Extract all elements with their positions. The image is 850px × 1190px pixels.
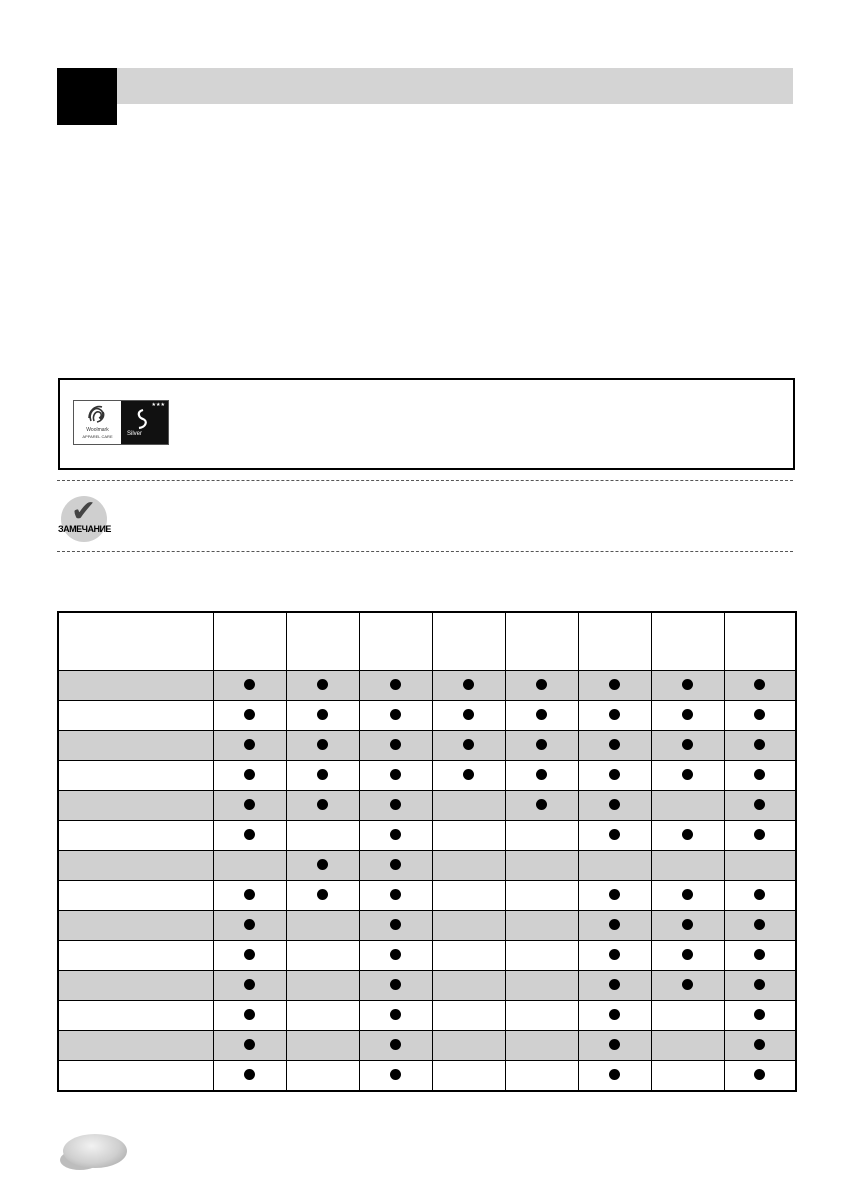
table-cell bbox=[651, 1061, 724, 1092]
table-cell bbox=[432, 701, 505, 731]
table-cell bbox=[505, 1031, 578, 1061]
table-cell bbox=[286, 791, 359, 821]
header-cell bbox=[578, 612, 651, 671]
table-cell bbox=[213, 821, 286, 851]
note-divider-bottom bbox=[57, 551, 793, 552]
table-cell bbox=[724, 821, 796, 851]
header-cell bbox=[359, 612, 432, 671]
bullet-icon bbox=[244, 799, 255, 810]
table-row bbox=[58, 1001, 796, 1031]
certification-box bbox=[58, 378, 795, 470]
table-cell bbox=[724, 971, 796, 1001]
table-cell bbox=[432, 1031, 505, 1061]
table-cell bbox=[359, 881, 432, 911]
table-cell bbox=[724, 1061, 796, 1092]
table-cell bbox=[651, 731, 724, 761]
section-header-bar bbox=[117, 68, 793, 104]
bullet-icon bbox=[609, 949, 620, 960]
bullet-icon bbox=[536, 739, 547, 750]
table-cell bbox=[213, 881, 286, 911]
header-cell bbox=[651, 612, 724, 671]
bullet-icon bbox=[754, 979, 765, 990]
table-cell bbox=[578, 761, 651, 791]
table-cell bbox=[213, 1031, 286, 1061]
bullet-icon bbox=[317, 739, 328, 750]
table-cell bbox=[432, 911, 505, 941]
row-label-cell bbox=[58, 881, 213, 911]
bullet-icon bbox=[682, 829, 693, 840]
header-label-cell bbox=[58, 612, 213, 671]
bullet-icon bbox=[390, 949, 401, 960]
table-row bbox=[58, 731, 796, 761]
bullet-icon bbox=[609, 979, 620, 990]
bullet-icon bbox=[317, 889, 328, 900]
row-label-cell bbox=[58, 941, 213, 971]
table-cell bbox=[578, 1031, 651, 1061]
bullet-icon bbox=[609, 799, 620, 810]
table-cell bbox=[213, 1061, 286, 1092]
table-cell bbox=[651, 911, 724, 941]
bullet-icon bbox=[682, 679, 693, 690]
bullet-icon bbox=[754, 919, 765, 930]
table-cell bbox=[505, 911, 578, 941]
table-cell bbox=[505, 761, 578, 791]
table-row bbox=[58, 941, 796, 971]
bullet-icon bbox=[390, 679, 401, 690]
table-cell bbox=[432, 971, 505, 1001]
bullet-icon bbox=[244, 739, 255, 750]
bullet-icon bbox=[754, 1039, 765, 1050]
table-cell bbox=[578, 821, 651, 851]
header-cell bbox=[432, 612, 505, 671]
table-cell bbox=[578, 671, 651, 701]
table-row bbox=[58, 911, 796, 941]
bullet-icon bbox=[244, 709, 255, 720]
bullet-icon bbox=[754, 1009, 765, 1020]
bullet-icon bbox=[390, 1069, 401, 1080]
table-cell bbox=[286, 941, 359, 971]
table-row bbox=[58, 971, 796, 1001]
bullet-icon bbox=[754, 949, 765, 960]
bullet-icon bbox=[754, 769, 765, 780]
table-cell bbox=[359, 821, 432, 851]
table-row bbox=[58, 881, 796, 911]
bullet-icon bbox=[390, 1039, 401, 1050]
table-cell bbox=[286, 1031, 359, 1061]
table-row bbox=[58, 821, 796, 851]
table-cell bbox=[578, 1001, 651, 1031]
bullet-icon bbox=[609, 919, 620, 930]
bullet-icon bbox=[609, 889, 620, 900]
table-cell bbox=[359, 671, 432, 701]
woolmark-silver-logo bbox=[73, 400, 169, 445]
bullet-icon bbox=[609, 709, 620, 720]
bullet-icon bbox=[390, 919, 401, 930]
table-cell bbox=[359, 1061, 432, 1092]
table-cell bbox=[432, 881, 505, 911]
row-label-cell bbox=[58, 731, 213, 761]
row-label-cell bbox=[58, 701, 213, 731]
table-cell bbox=[359, 761, 432, 791]
woolmark-logo bbox=[74, 401, 121, 444]
table-cell bbox=[578, 701, 651, 731]
table-cell bbox=[505, 671, 578, 701]
row-label-cell bbox=[58, 911, 213, 941]
table-cell bbox=[286, 821, 359, 851]
bullet-icon bbox=[317, 769, 328, 780]
bullet-icon bbox=[754, 709, 765, 720]
table-cell bbox=[359, 911, 432, 941]
table-cell bbox=[286, 971, 359, 1001]
bullet-icon bbox=[317, 859, 328, 870]
table-row bbox=[58, 671, 796, 701]
bullet-icon bbox=[682, 949, 693, 960]
table-cell bbox=[724, 1001, 796, 1031]
table-cell bbox=[213, 851, 286, 881]
silver-label: Silver bbox=[127, 431, 143, 437]
bullet-icon bbox=[244, 1009, 255, 1020]
bullet-icon bbox=[244, 919, 255, 930]
table-row bbox=[58, 791, 796, 821]
table-cell bbox=[286, 851, 359, 881]
table-cell bbox=[724, 941, 796, 971]
bullet-icon bbox=[390, 1009, 401, 1020]
table-cell bbox=[651, 1031, 724, 1061]
table-cell bbox=[432, 1061, 505, 1092]
table-cell bbox=[578, 881, 651, 911]
table-cell bbox=[724, 911, 796, 941]
table-cell bbox=[724, 1031, 796, 1061]
bullet-icon bbox=[682, 739, 693, 750]
bullet-icon bbox=[390, 979, 401, 990]
table-cell bbox=[724, 671, 796, 701]
table-cell bbox=[724, 761, 796, 791]
row-label-cell bbox=[58, 761, 213, 791]
row-label-cell bbox=[58, 851, 213, 881]
bullet-icon bbox=[682, 769, 693, 780]
table-row bbox=[58, 851, 796, 881]
bullet-icon bbox=[682, 889, 693, 900]
table-header-row bbox=[58, 612, 796, 671]
bullet-icon bbox=[317, 679, 328, 690]
table-cell bbox=[432, 1001, 505, 1031]
bullet-icon bbox=[536, 679, 547, 690]
table-cell bbox=[724, 701, 796, 731]
table-cell bbox=[505, 1061, 578, 1092]
bullet-icon bbox=[754, 799, 765, 810]
table-cell bbox=[505, 731, 578, 761]
bullet-icon bbox=[244, 769, 255, 780]
table-cell bbox=[213, 1001, 286, 1031]
row-label-cell bbox=[58, 1061, 213, 1092]
row-label-cell bbox=[58, 1001, 213, 1031]
section-marker bbox=[57, 68, 117, 125]
bullet-icon bbox=[390, 769, 401, 780]
table-cell bbox=[286, 1001, 359, 1031]
table-cell bbox=[578, 941, 651, 971]
table-cell bbox=[651, 701, 724, 731]
table-cell bbox=[651, 821, 724, 851]
table-cell bbox=[505, 821, 578, 851]
bullet-icon bbox=[536, 799, 547, 810]
table-cell bbox=[359, 731, 432, 761]
table-cell bbox=[651, 941, 724, 971]
table-cell bbox=[286, 731, 359, 761]
bullet-icon bbox=[244, 829, 255, 840]
table-cell bbox=[724, 731, 796, 761]
page-number-tab bbox=[63, 1134, 127, 1168]
bullet-icon bbox=[463, 679, 474, 690]
bullet-icon bbox=[609, 829, 620, 840]
table-cell bbox=[359, 1031, 432, 1061]
table-cell bbox=[359, 1001, 432, 1031]
bullet-icon bbox=[463, 709, 474, 720]
table-cell bbox=[651, 791, 724, 821]
table-row bbox=[58, 761, 796, 791]
bullet-icon bbox=[390, 829, 401, 840]
note-divider-top bbox=[57, 480, 793, 481]
bullet-icon bbox=[609, 739, 620, 750]
bullet-icon bbox=[536, 769, 547, 780]
bullet-icon bbox=[682, 979, 693, 990]
table-cell bbox=[432, 941, 505, 971]
table-cell bbox=[432, 821, 505, 851]
table-cell bbox=[286, 671, 359, 701]
woolmark-sublabel: APPAREL CARE bbox=[82, 434, 113, 439]
note-badge bbox=[58, 494, 111, 542]
table-cell bbox=[578, 791, 651, 821]
checkmark-icon: ✔ bbox=[71, 494, 97, 529]
table-cell bbox=[651, 851, 724, 881]
table-cell bbox=[724, 791, 796, 821]
header-cell bbox=[724, 612, 796, 671]
row-label-cell bbox=[58, 821, 213, 851]
table-cell bbox=[432, 671, 505, 701]
bullet-icon bbox=[317, 709, 328, 720]
table-cell bbox=[578, 971, 651, 1001]
table-cell bbox=[505, 851, 578, 881]
table-cell bbox=[651, 971, 724, 1001]
table-cell bbox=[651, 761, 724, 791]
table-cell bbox=[286, 761, 359, 791]
bullet-icon bbox=[244, 1039, 255, 1050]
bullet-icon bbox=[244, 679, 255, 690]
bullet-icon bbox=[390, 889, 401, 900]
bullet-icon bbox=[244, 1069, 255, 1080]
table-cell bbox=[651, 671, 724, 701]
table-cell bbox=[213, 941, 286, 971]
table-cell bbox=[578, 1061, 651, 1092]
table-cell bbox=[432, 791, 505, 821]
header-cell bbox=[213, 612, 286, 671]
row-label-cell bbox=[58, 671, 213, 701]
bullet-icon bbox=[682, 919, 693, 930]
table-cell bbox=[359, 701, 432, 731]
silver-s-icon bbox=[121, 401, 168, 431]
table-cell bbox=[505, 1001, 578, 1031]
table-cell bbox=[213, 971, 286, 1001]
bullet-icon bbox=[390, 739, 401, 750]
table-cell bbox=[213, 701, 286, 731]
table-cell bbox=[432, 851, 505, 881]
table-cell bbox=[505, 791, 578, 821]
header-cell bbox=[286, 612, 359, 671]
row-label-cell bbox=[58, 1031, 213, 1061]
table-cell bbox=[505, 701, 578, 731]
table-cell bbox=[724, 881, 796, 911]
row-label-cell bbox=[58, 971, 213, 1001]
table-cell bbox=[286, 1061, 359, 1092]
table-cell bbox=[213, 731, 286, 761]
bullet-icon bbox=[754, 1069, 765, 1080]
bullet-icon bbox=[463, 769, 474, 780]
care-program-table bbox=[57, 611, 797, 1092]
bullet-icon bbox=[609, 679, 620, 690]
table-cell bbox=[359, 791, 432, 821]
bullet-icon bbox=[754, 679, 765, 690]
table-cell bbox=[578, 851, 651, 881]
bullet-icon bbox=[390, 799, 401, 810]
table-row bbox=[58, 701, 796, 731]
bullet-icon bbox=[317, 799, 328, 810]
bullet-icon bbox=[390, 859, 401, 870]
table-cell bbox=[578, 731, 651, 761]
table-cell bbox=[286, 911, 359, 941]
bullet-icon bbox=[754, 889, 765, 900]
bullet-icon bbox=[609, 1009, 620, 1020]
table-cell bbox=[505, 971, 578, 1001]
table-cell bbox=[432, 761, 505, 791]
silver-logo bbox=[121, 401, 168, 444]
table-cell bbox=[286, 881, 359, 911]
header-cell bbox=[505, 612, 578, 671]
table-cell bbox=[724, 851, 796, 881]
table-row bbox=[58, 1061, 796, 1092]
table-cell bbox=[651, 1001, 724, 1031]
silver-stars: ★★★ bbox=[151, 402, 165, 408]
bullet-icon bbox=[609, 1039, 620, 1050]
bullet-icon bbox=[682, 709, 693, 720]
row-label-cell bbox=[58, 791, 213, 821]
bullet-icon bbox=[609, 1069, 620, 1080]
table-cell bbox=[213, 791, 286, 821]
table-cell bbox=[213, 761, 286, 791]
table-cell bbox=[359, 941, 432, 971]
table-cell bbox=[432, 731, 505, 761]
table-cell bbox=[651, 881, 724, 911]
bullet-icon bbox=[754, 829, 765, 840]
bullet-icon bbox=[463, 739, 474, 750]
table-row bbox=[58, 1031, 796, 1061]
table-cell bbox=[359, 851, 432, 881]
table-cell bbox=[286, 701, 359, 731]
bullet-icon bbox=[609, 769, 620, 780]
table-cell bbox=[213, 911, 286, 941]
bullet-icon bbox=[244, 949, 255, 960]
table-cell bbox=[505, 881, 578, 911]
bullet-icon bbox=[390, 709, 401, 720]
woolmark-label: Woolmark bbox=[86, 427, 109, 433]
bullet-icon bbox=[244, 979, 255, 990]
table-cell bbox=[213, 671, 286, 701]
note-label: ЗАМЕЧАНИЕ bbox=[58, 524, 111, 534]
bullet-icon bbox=[536, 709, 547, 720]
bullet-icon bbox=[244, 889, 255, 900]
table-cell bbox=[359, 971, 432, 1001]
table-cell bbox=[505, 941, 578, 971]
bullet-icon bbox=[754, 739, 765, 750]
table-cell bbox=[578, 911, 651, 941]
